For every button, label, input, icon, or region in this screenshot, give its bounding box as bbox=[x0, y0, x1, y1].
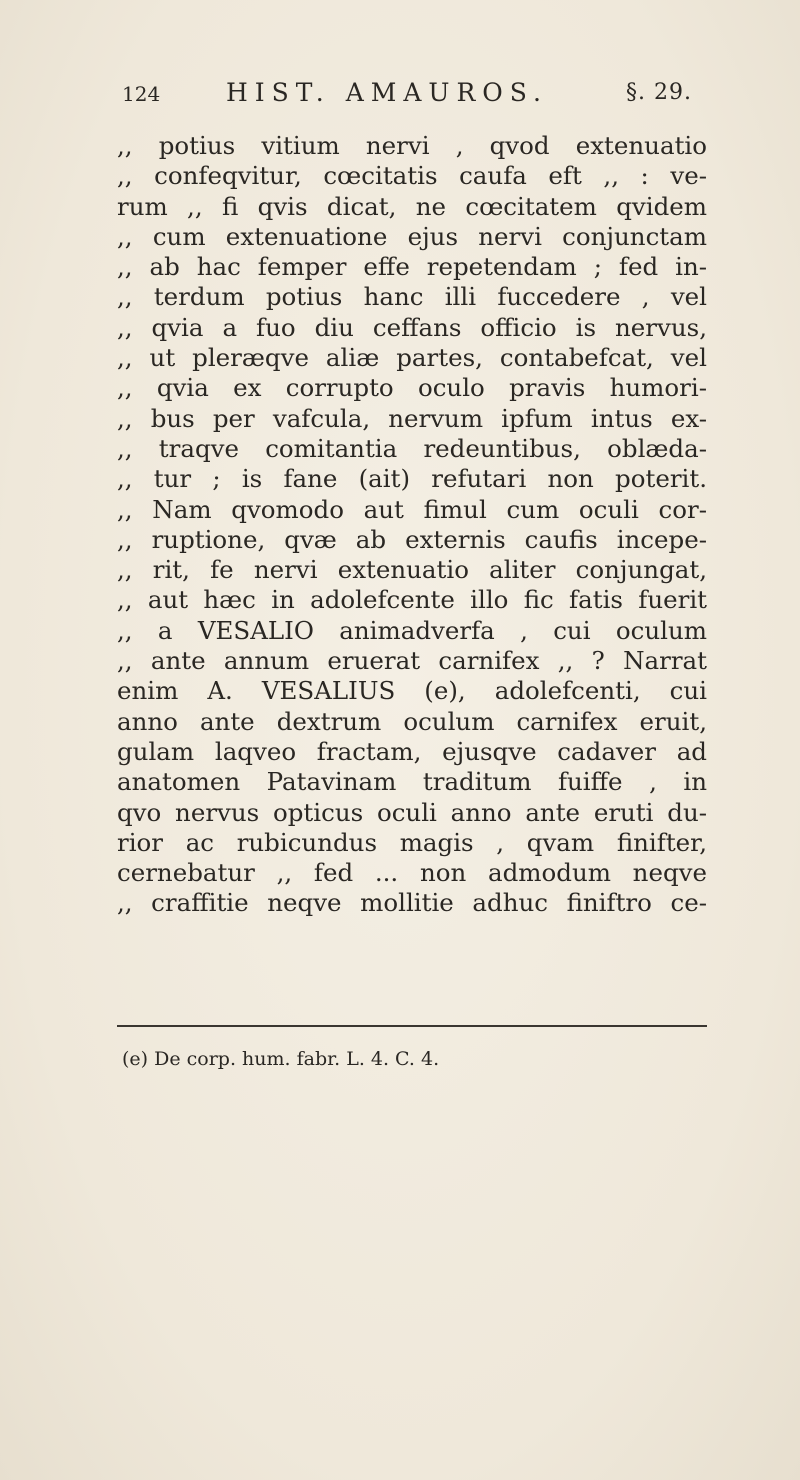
text-line: ,, aut hæc in adolefcente illo fic fatis fuerit bbox=[117, 585, 707, 615]
text-line: anatomen Patavinam traditum fuiffe , in bbox=[117, 767, 707, 797]
text-line: ,, terdum potius hanc illi fuccedere , vel bbox=[117, 282, 707, 312]
page-header bbox=[122, 78, 692, 118]
text-line: ,, ruptione, qvæ ab externis caufis incepe- bbox=[117, 524, 707, 554]
text-line: ,, qvia ex corrupto oculo pravis humori- bbox=[117, 373, 707, 403]
text-line: ,, rit, fe nervi extenuatio aliter conjungat, bbox=[117, 555, 707, 585]
text-line: ,, cum extenuatione ejus nervi conjunctam bbox=[117, 221, 707, 251]
text-line: cernebatur ,, fed ... non admodum neqve bbox=[117, 858, 707, 888]
text-line: ,, ante annum eruerat carnifex ,, ? Narrat bbox=[117, 646, 707, 676]
footnote-divider bbox=[117, 1025, 707, 1027]
text-line: gulam laqveo fractam, ejusqve cadaver ad bbox=[117, 736, 707, 766]
text-line: qvo nervus opticus oculi anno ante eruti du- bbox=[117, 797, 707, 827]
text-line: rior ac rubicundus magis , qvam finifter, bbox=[117, 827, 707, 857]
text-line: ,, confeqvitur, cœcitatis caufa eft ,, : ve- bbox=[117, 161, 707, 191]
text-line: ,, tur ; is fane (ait) refutari non poterit. bbox=[117, 464, 707, 494]
text-line: ,, traqve comitantia redeuntibus, oblæda- bbox=[117, 433, 707, 463]
text-line: ,, bus per vafcula, nervum ipfum intus ex- bbox=[117, 403, 707, 433]
text-line: enim A. VESALIUS (e), adolefcenti, cui bbox=[117, 676, 707, 706]
running-head: HIST. AMAUROS. bbox=[226, 78, 548, 107]
text-line: ,, ab hac femper effe repetendam ; fed in- bbox=[117, 252, 707, 282]
section-number: §. 29. bbox=[626, 80, 692, 105]
text-line: ,, qvia a fuo diu ceffans officio is nervus, bbox=[117, 312, 707, 342]
page-number: 124 bbox=[122, 82, 161, 106]
text-line: ,, a VESALIO animadverfa , cui oculum bbox=[117, 615, 707, 645]
text-line: rum ,, fi qvis dicat, ne cœcitatem qvidem bbox=[117, 191, 707, 221]
text-line: ,, potius vitium nervi , qvod extenuatio bbox=[117, 131, 707, 160]
body-text bbox=[117, 131, 707, 919]
text-line: anno ante dextrum oculum carnifex eruit, bbox=[117, 706, 707, 736]
text-line: ,, Nam qvomodo aut fimul cum oculi cor- bbox=[117, 494, 707, 524]
text-line: ,, craffitie neqve mollitie adhuc finiftro ce- bbox=[117, 888, 707, 918]
footnote: (e) De corp. hum. fabr. L. 4. C. 4. bbox=[122, 1048, 440, 1070]
text-line: ,, ut pleræqve aliæ partes, contabefcat, vel bbox=[117, 343, 707, 373]
